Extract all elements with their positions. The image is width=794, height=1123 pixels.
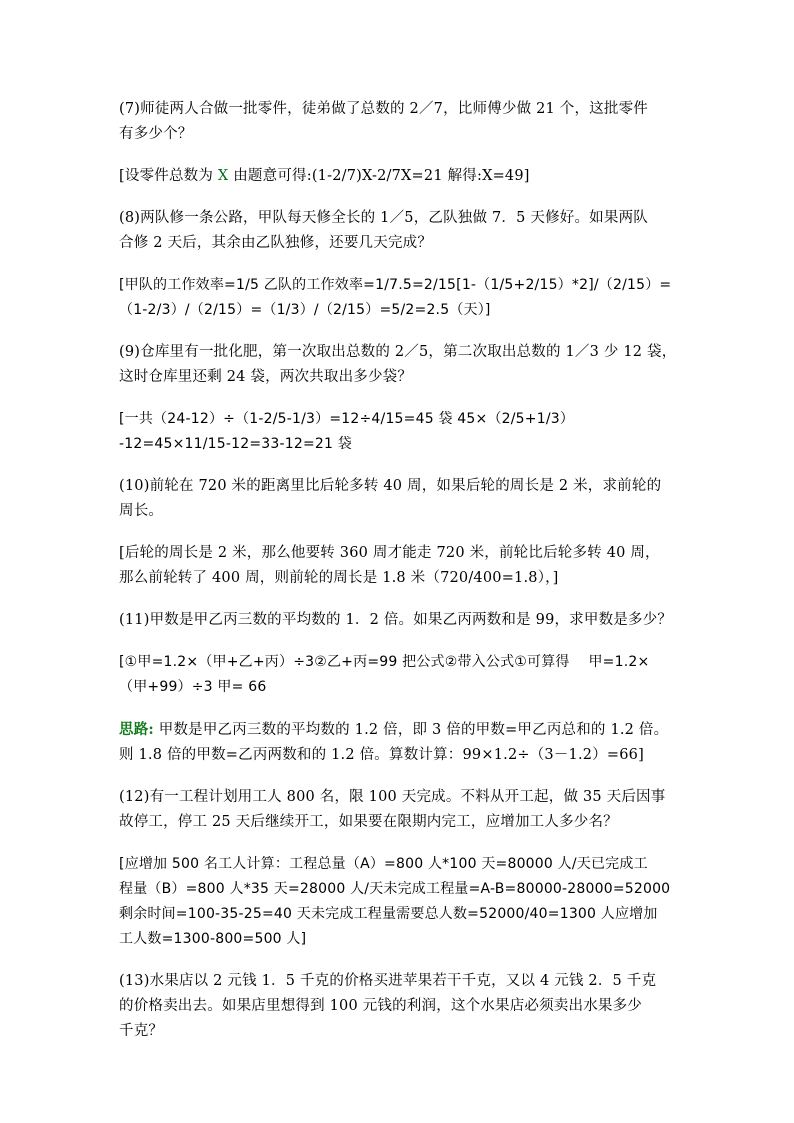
question-9-line-1: (9)仓库里有一批化肥，第一次取出总数的 2／5，第二次取出总数的 1／3 少 12 袋， [119,344,677,360]
answer-7-suffix: ] [523,168,530,184]
answer-9-line-1: [一共（24-12）÷（1-2/5-1/3）=12÷4/15=45 袋 45×（2/5+1/3） [119,411,575,427]
answer-8-line-2: （1-2/3）/（2/15）=（1/3）/（2/15）=5/2=2.5（天）] [119,302,491,318]
question-7-line-1: (7)师徒两人合做一批零件，徒弟做了总数的 2／7，比师傅少做 21 个，这批零件 [119,101,648,117]
question-13-line-2: 的价格卖出去。如果店里想得到 100 元钱的利润，这个水果店必须卖出水果多少 [119,998,642,1014]
answer-11 [119,650,679,700]
answer-9 [119,407,679,457]
question-11 [119,608,679,633]
question-9 [119,340,679,390]
hint-11-text-1: 甲数是甲乙丙三数的平均数的 1.2 倍，即 3 倍的甲数=甲乙丙总和的 1.2 倍。 [153,722,669,738]
answer-12-line-2: 程量（B）=800 人*35 天=28000 人/天未完成工程量=A-B=80000-28000=52000 [119,881,671,897]
answer-10 [119,541,679,591]
question-8 [119,206,679,256]
answer-12-line-3: 剩余时间=100-35-25=40 天未完成工程量需要总人数=52000/40=1300 人应增加 [119,906,658,922]
question-10-line-2: 周长。 [119,503,164,519]
answer-7 [119,164,679,189]
question-7 [119,97,679,147]
answer-7-variable: X [217,168,229,184]
question-11-line-1: (11)甲数是甲乙丙三数的平均数的 1．2 倍。如果乙丙两数和是 99，求甲数是多少？ [119,612,673,628]
hint-11-line-2: 则 1.8 倍的甲数=乙丙两数和的 1.2 倍。算数计算：99×1.2÷（3－1.2）=66] [119,747,644,763]
answer-9-line-2: -12=45×11/15-12=33-12=21 袋 [119,436,352,452]
question-13-line-3: 千克？ [119,1023,164,1039]
question-7-line-2: 有多少个？ [119,126,193,142]
document-page [119,97,679,1061]
answer-7-prefix: [设零件总数为 [119,168,218,184]
answer-11-line-2: （甲+99）÷3 甲= 66 [119,679,267,695]
answer-7-result: X=49 [482,168,524,184]
question-8-line-2: 合修 2 天后，其余由乙队独修，还要几天完成？ [119,235,433,251]
hint-label: 思路: [119,721,154,738]
answer-12 [119,852,679,952]
answer-10-line-1: [后轮的周长是 2 米，那么他要转 360 周才能走 720 米，前轮比后轮多转 40 周， [119,545,660,561]
question-13 [119,969,679,1044]
question-10-line-1: (10)前轮在 720 米的距离里比后轮多转 40 周，如果后轮的周长是 2 米，求前轮的 [119,478,662,494]
question-13-line-1: (13)水果店以 2 元钱 1．5 千克的价格买进苹果若干千克，又以 4 元钱 2．5 千克 [119,973,657,989]
question-12 [119,785,679,835]
answer-11-line-1: [①甲=1.2×（甲+乙+丙）÷3②乙+丙=99 把公式②带入公式①可算得 甲=1.2× [119,654,650,670]
hint-11 [119,717,679,768]
answer-12-line-4: 工人数=1300-800=500 人] [119,931,307,947]
question-12-line-1: (12)有一工程计划用工人 800 名，限 100 天完成。不料从开工起，做 35 天后因事 [119,789,666,805]
hint-11-line-1 [119,717,679,743]
answer-8-line-1: [甲队的工作效率=1/5 乙队的工作效率=1/7.5=2/15[1-（1/5+2/15）*2]/（2/15）= [119,277,672,293]
answer-10-line-2: 那么前轮转了 400 周，则前轮的周长是 1.8 米（720/400=1.8），] [119,570,559,586]
answer-7-equation: (1-2/7)X-2/7X=21 [311,168,443,184]
question-9-line-2: 这时仓库里还剩 24 袋，两次共取出多少袋？ [119,369,413,385]
answer-7-line [119,164,679,189]
answer-7-solve: 解得: [442,168,483,184]
answer-8 [119,273,679,323]
answer-12-line-1: [应增加 500 名工人计算：工程总量（A）=800 人*100 天=80000 人/天已完成工 [119,856,648,872]
answer-7-mid: 由题意可得: [228,168,312,184]
question-8-line-1: (8)两队修一条公路，甲队每天修全长的 1／5，乙队独做 7．5 天修好。如果两队 [119,210,648,226]
question-10 [119,474,679,524]
question-12-line-2: 故停工，停工 25 天后继续开工，如果要在限期内完工，应增加工人多少名？ [119,814,618,830]
